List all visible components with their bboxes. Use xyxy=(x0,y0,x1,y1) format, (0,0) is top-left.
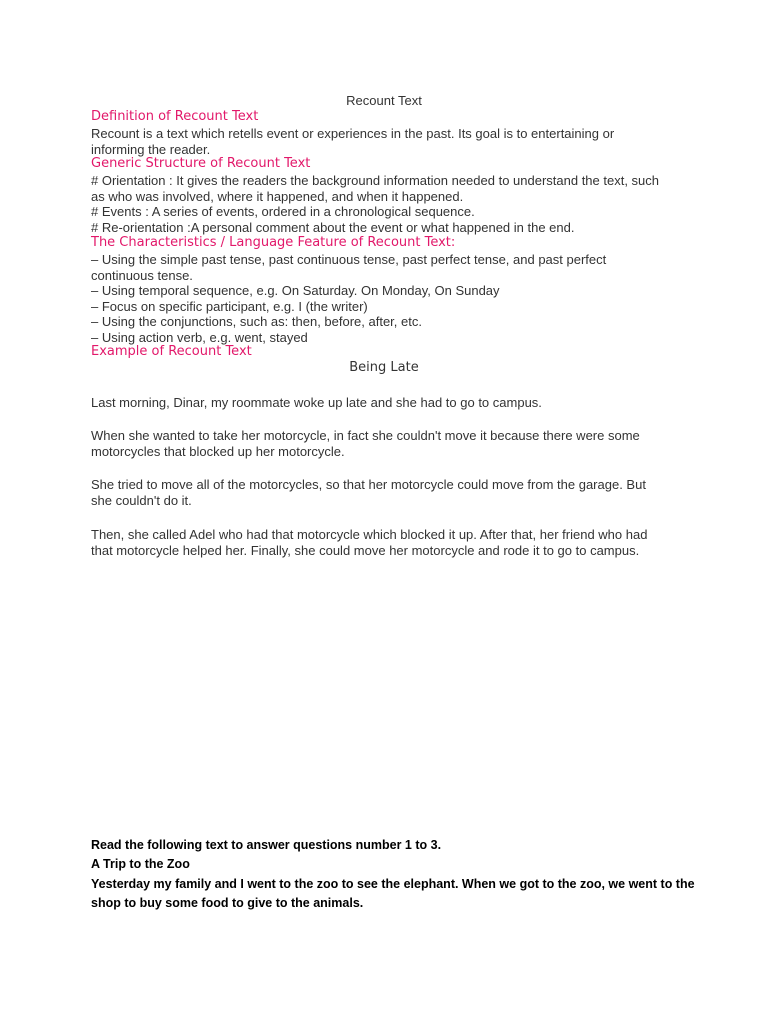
story-line: When she wanted to take her motorcycle, in fact she couldn't move it because there were some xyxy=(91,428,640,443)
questions-line: Yesterday my family and I went to the zoo to see the elephant. When we got to the zoo, we went to the xyxy=(91,877,695,891)
definition-heading: Definition of Recount Text xyxy=(91,109,259,124)
story-line: She tried to move all of the motorcycles, so that her motorcycle could move from the garage. But xyxy=(91,477,646,492)
characteristics-line: – Using the conjunctions, such as: then, before, after, etc. xyxy=(91,314,422,330)
characteristics-line: continuous tense. xyxy=(91,267,193,283)
structure-line: # Orientation : It gives the readers the background information needed to understand the text, such xyxy=(91,173,660,188)
characteristics-line: – Using temporal sequence, e.g. On Saturday. On Monday, On Sunday xyxy=(91,283,500,299)
story-line: Then, she called Adel who had that motorcycle which blocked it up. After that, her friend who had xyxy=(91,527,648,542)
characteristics-line: – Focus on specific participant, e.g. I (the writer) xyxy=(91,298,368,314)
definition-line: informing the reader. xyxy=(91,141,211,157)
story-paragraph xyxy=(91,428,671,459)
story-line: she couldn't do it. xyxy=(91,492,192,508)
example-heading: Example of Recount Text xyxy=(91,344,252,359)
definition-text xyxy=(91,126,651,157)
characteristics-heading: The Characteristics / Language Feature of Recount Text: xyxy=(91,235,456,250)
structure-line: # Re-orientation :A personal comment about the event or what happened in the end. xyxy=(91,219,575,235)
questions-instruction: Read the following text to answer questions number 1 to 3. xyxy=(91,838,442,852)
document-title: Recount Text xyxy=(346,93,422,108)
characteristics-line: – Using action verb, e.g. went, stayed xyxy=(91,329,308,345)
story-line: motorcycles that blocked up her motorcycle. xyxy=(91,443,345,459)
questions-title: A Trip to the Zoo xyxy=(91,857,190,871)
structure-line: as who was involved, where it happened, and when it happened. xyxy=(91,188,464,204)
characteristics-text xyxy=(91,252,651,346)
structure-text xyxy=(91,173,660,235)
questions-line: shop to buy some food to give to the animals. xyxy=(91,896,364,910)
story-paragraph xyxy=(91,395,671,411)
story-line: Last morning, Dinar, my roommate woke up late and she had to go to campus. xyxy=(91,395,542,410)
characteristics-line: – Using the simple past tense, past continuous tense, past perfect tense, and past perfect xyxy=(91,252,607,267)
story-paragraph xyxy=(91,527,671,558)
structure-line: # Events : A series of events, ordered in a chronological sequence. xyxy=(91,204,475,220)
structure-heading: Generic Structure of Recount Text xyxy=(91,156,311,171)
story-paragraph xyxy=(91,477,671,508)
story-title: Being Late xyxy=(349,360,419,375)
definition-line: Recount is a text which retells event or experiences in the past. Its goal is to entertaining or xyxy=(91,126,615,141)
story-line: that motorcycle helped her. Finally, she could move her motorcycle and rode it to go to campus. xyxy=(91,542,640,558)
